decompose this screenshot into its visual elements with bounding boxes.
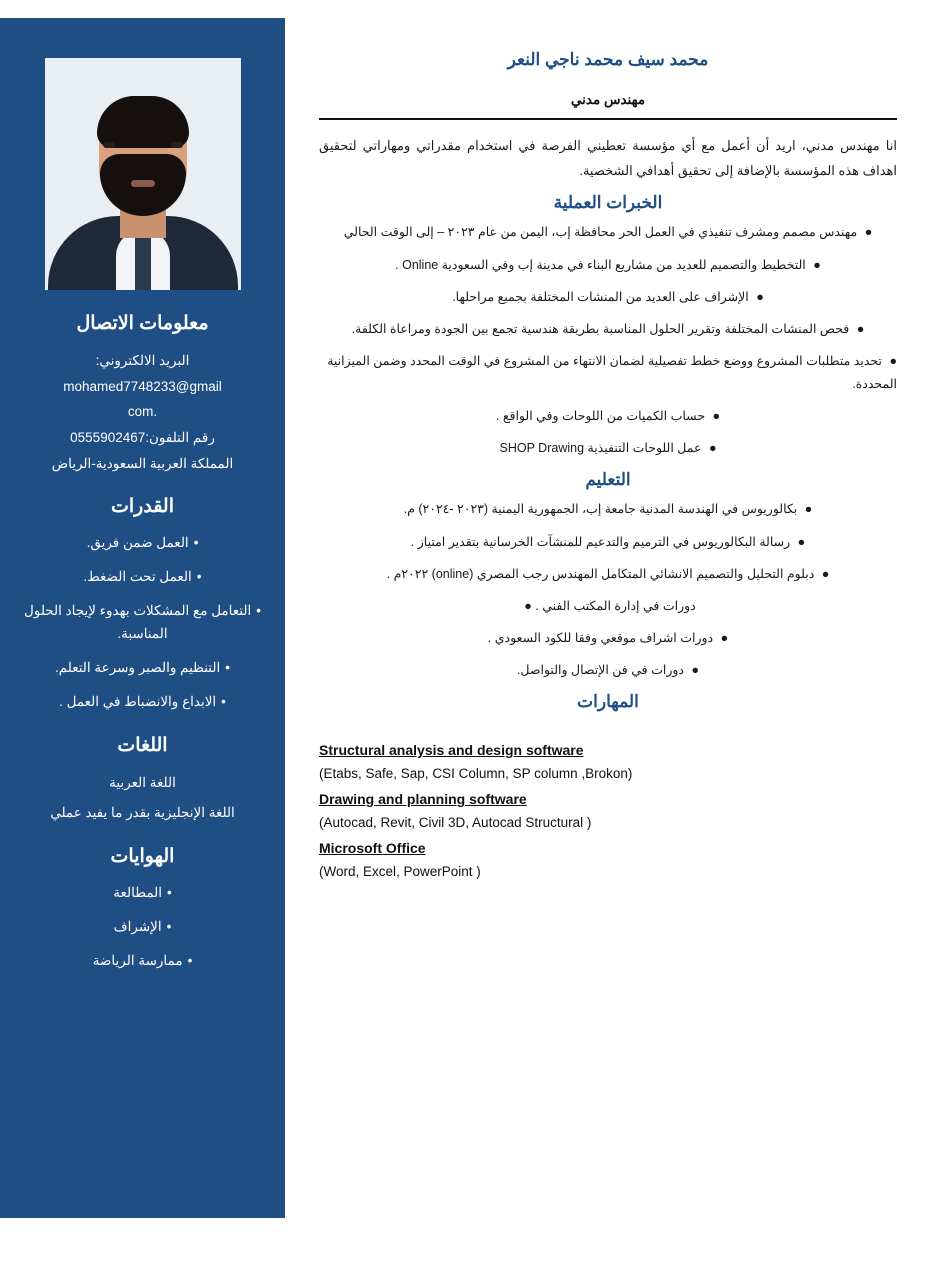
bullet-icon: ● xyxy=(708,441,717,456)
list-item xyxy=(18,950,267,973)
main-content xyxy=(285,0,931,1280)
languages-section-title: اللغات xyxy=(117,734,168,756)
list-item-label: العمل ضمن فريق. xyxy=(86,535,189,551)
list-item xyxy=(319,627,897,650)
list-item xyxy=(18,600,267,646)
list-item-label: التعامل مع المشكلات بهدوء لإيجاد الحلول المناسبة. xyxy=(24,603,252,641)
bullet-icon: • xyxy=(166,919,172,935)
job-title: مهندس مدني xyxy=(570,92,646,107)
bullet-icon: ● xyxy=(889,353,897,368)
list-item-label: رسالة البكالوريوس في الترميم والتدعيم للمنشآت الخرسانية بتقدير امتياز . xyxy=(410,534,791,549)
bullet-icon: • xyxy=(221,693,226,709)
list-item xyxy=(319,254,897,277)
list-item-label: العمل تحت الضغط. xyxy=(83,569,192,585)
list-item-label: مهندس مصمم ومشرف تنفيذي في العمل الحر محافظة إب، اليمن من عام ٢٠٢٣ – إلى الوقت الحالي xyxy=(343,225,858,240)
list-item-label: فحص المنشات المختلفة وتقرير الحلول المناسبة بطريقة هندسية تجمع بين الجودة ومراعاة الكلفة. xyxy=(351,321,850,336)
bullet-icon: ● xyxy=(804,502,813,517)
list-item xyxy=(319,437,897,460)
list-item-label: الابداع والانضباط في العمل . xyxy=(59,693,217,709)
list-item xyxy=(18,657,267,680)
sidebar xyxy=(0,18,285,1218)
email-value-line1: mohamed7748233@gmail xyxy=(63,378,222,394)
bullet-icon: ● xyxy=(856,321,865,336)
bullet-icon: ● xyxy=(524,598,532,613)
list-item-label: المطالعة xyxy=(113,885,162,901)
bullet-icon: ● xyxy=(813,257,821,272)
list-item xyxy=(319,318,897,341)
email-value-line2: .com xyxy=(127,404,158,420)
skill-group-text: (Etabs, Safe, Sap, CSI Column, SP column ,Brokon) xyxy=(319,766,633,782)
bullet-icon: • xyxy=(193,535,199,551)
bullet-icon: • xyxy=(256,603,261,618)
skill-group-heading: Microsoft Office xyxy=(319,840,426,857)
abilities-section-title: القدرات xyxy=(111,496,174,518)
bullet-icon: ● xyxy=(756,289,764,304)
list-item-label: دبلوم التحليل والتصميم الانشائي المتكامل المهندس رجب المصري (online) ٢٠٢٢م . xyxy=(386,566,815,581)
list-item xyxy=(18,882,267,905)
skills-section-title: المهارات xyxy=(577,692,639,712)
language-item: اللغة العربية xyxy=(109,774,176,790)
list-item xyxy=(319,286,897,309)
list-item xyxy=(319,531,897,554)
skill-group-heading: Structural analysis and design software xyxy=(319,742,584,759)
education-list xyxy=(319,498,897,682)
bullet-icon: • xyxy=(167,885,172,901)
list-item-label: التنظيم والصبر وسرعة التعلم. xyxy=(55,659,221,675)
list-item xyxy=(319,659,897,682)
list-item xyxy=(319,350,897,396)
language-item: اللغة الإنجليزية بقدر ما يفيد عملي xyxy=(50,805,235,821)
skill-group-text: (Autocad, Revit, Civil 3D, Autocad Structural ) xyxy=(319,815,592,831)
list-item-label: دورات اشراف موقعي وفقا للكود السعودي . xyxy=(487,630,714,645)
list-item-label: الإشراف xyxy=(113,919,162,935)
list-item-label: التخطيط والتصميم للعديد من مشاريع البناء في مدينة إب وفي السعودية Online . xyxy=(395,257,806,272)
hobbies-section-title: الهوايات xyxy=(110,846,175,868)
page-title: محمد سيف محمد ناجي النعر xyxy=(507,50,709,69)
phone-value: رقم التلفون:0555902467 xyxy=(70,429,215,445)
experience-list xyxy=(319,221,897,460)
skills-list xyxy=(319,722,897,879)
list-item xyxy=(18,532,267,555)
list-item xyxy=(319,405,897,428)
avatar xyxy=(45,58,241,290)
bullet-icon: ● xyxy=(864,225,873,240)
abilities-list xyxy=(18,532,267,714)
list-item xyxy=(18,691,267,714)
list-item xyxy=(319,595,897,618)
experience-section-title: الخبرات العملية xyxy=(553,193,663,213)
list-item xyxy=(18,916,267,939)
bullet-icon: ● xyxy=(821,566,830,581)
bullet-icon: • xyxy=(196,569,202,585)
list-item xyxy=(319,498,897,521)
list-item-label: حساب الكميات من اللوحات وفي الواقع . xyxy=(495,409,706,424)
address-value: المملكة العربية السعودية-الرياض xyxy=(51,455,234,471)
bullet-icon: ● xyxy=(691,663,700,677)
list-item-label: تحديد متطلبات المشروع ووضع خطط تفصيلية لضمان الانتهاء من المشروع في الوقت المحدد وضمن الميزانية المحددة. xyxy=(327,353,897,391)
education-section-title: التعليم xyxy=(585,470,631,490)
list-item-label: ممارسة الرياضة xyxy=(92,953,183,969)
list-item xyxy=(18,566,267,589)
list-item-label: دورات في فن الإتصال والتواصل. xyxy=(516,663,684,677)
contact-section-title: معلومات الاتصال xyxy=(76,313,209,334)
profile-summary: انا مهندس مدني، اريد أن أعمل مع أي مؤسسة تعطيني الفرصة في استخدام مقدراتي ومهاراتي لتحقيق اهداف هذه المؤسسة بالإضافة إلى تحقيق أهدافي الشخصية. xyxy=(319,138,897,178)
skill-group-text: (Word, Excel, PowerPoint ) xyxy=(319,864,481,880)
bullet-icon: ● xyxy=(797,534,806,549)
bullet-icon: • xyxy=(225,659,230,675)
skill-group-heading: Drawing and planning software xyxy=(319,791,527,808)
list-item xyxy=(319,563,897,586)
divider xyxy=(319,118,897,120)
list-item xyxy=(319,221,897,244)
bullet-icon: ● xyxy=(712,409,721,424)
list-item-label: الإشراف على العديد من المنشات المختلفة بجميع مراحلها. xyxy=(452,289,749,304)
list-item-label: دورات في إدارة المكتب الفني . xyxy=(535,598,696,613)
bullet-icon: ● xyxy=(720,630,729,645)
bullet-icon: • xyxy=(187,953,193,969)
email-label: البريد الالكتروني: xyxy=(95,353,190,368)
hobbies-list xyxy=(18,882,267,973)
list-item-label: بكالوريوس في الهندسة المدنية جامعة إب، الجمهورية اليمنية (٢٠٢٣ -٢٠٢٤) م. xyxy=(403,502,798,517)
list-item-label: عمل اللوحات التنفيذية SHOP Drawing xyxy=(499,441,702,456)
